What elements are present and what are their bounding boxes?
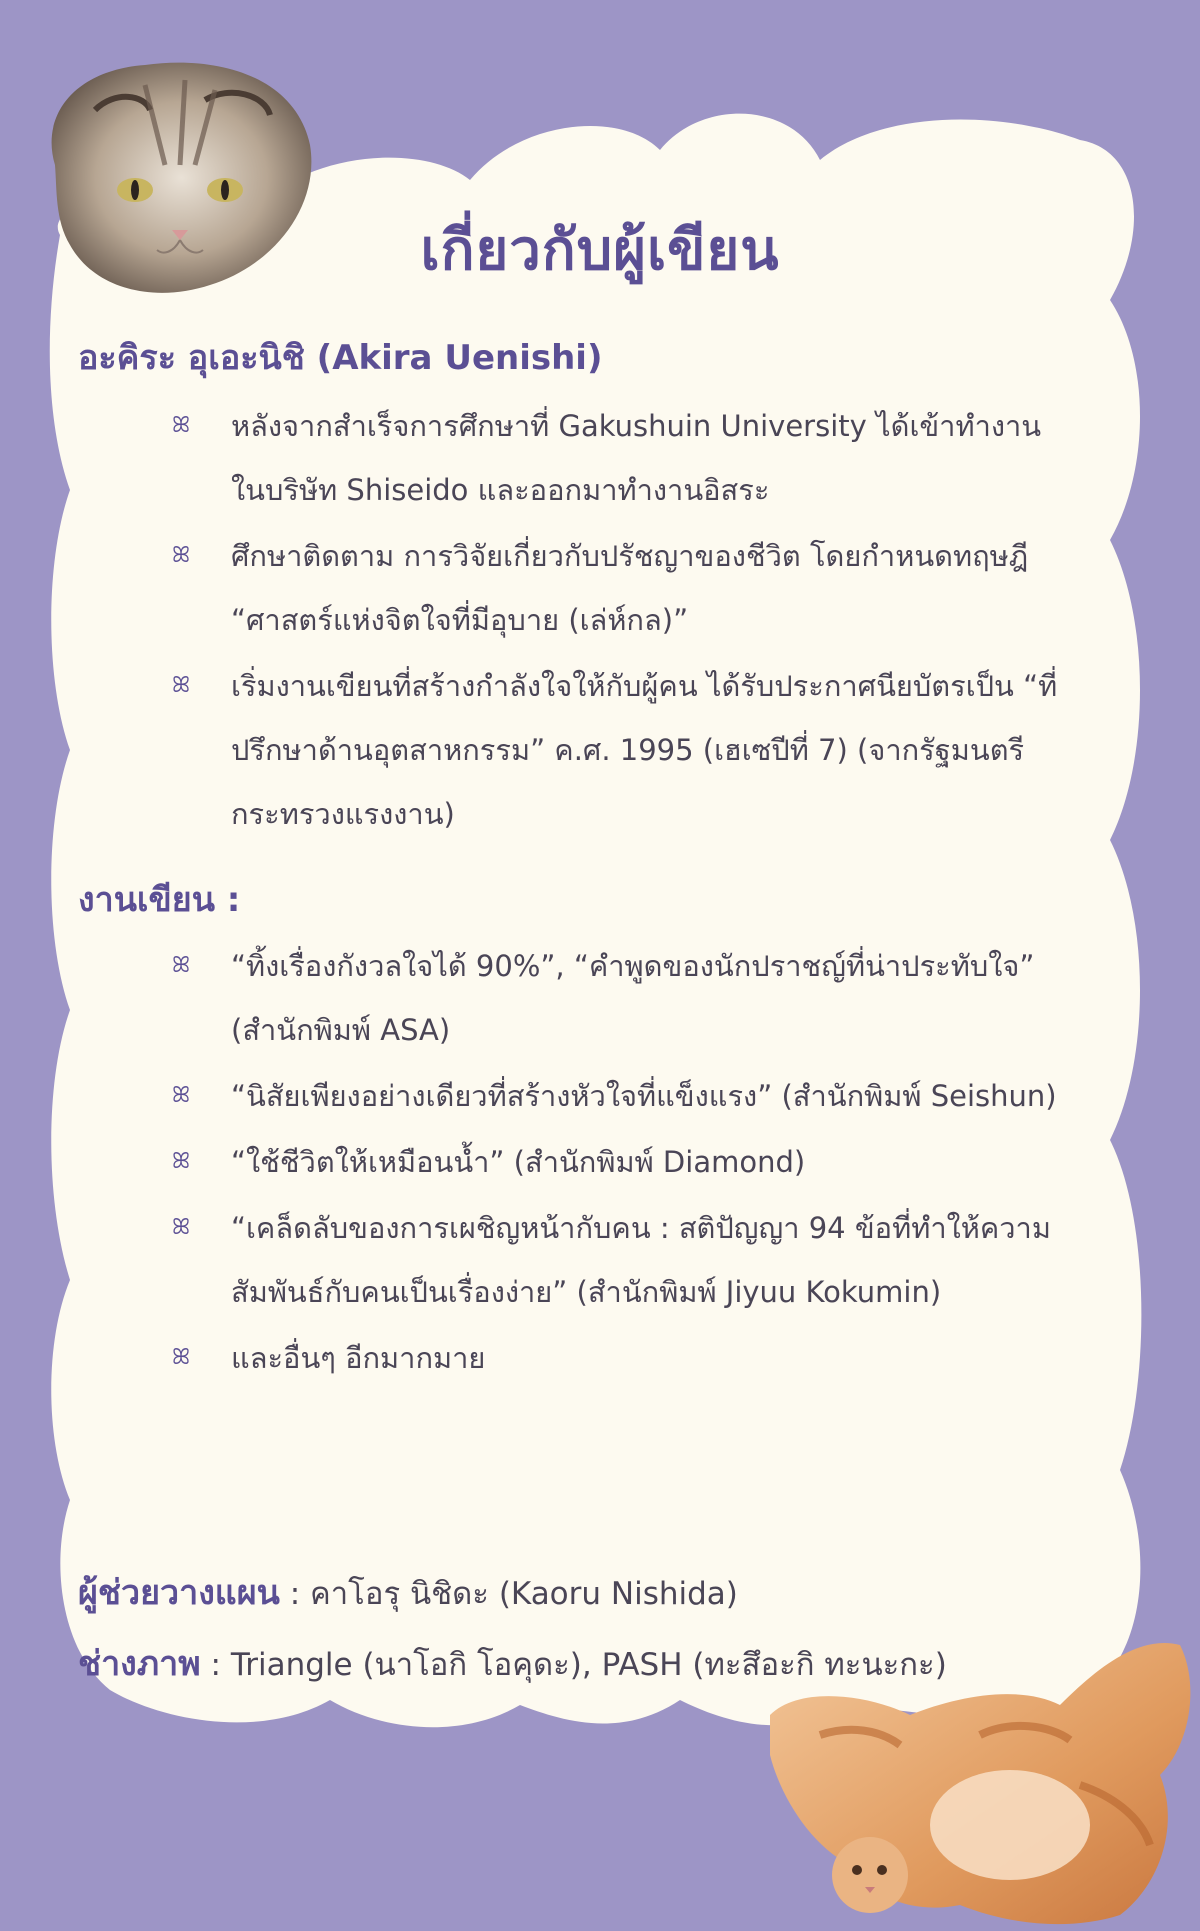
work-item <box>78 1130 1068 1194</box>
flower-bullet-icon: ꕤ <box>171 673 191 698</box>
author-name: อะคิระ อุเอะนิชิ (Akira Uenishi) <box>78 338 603 378</box>
bio-item <box>78 524 1068 652</box>
flower-bullet-icon: ꕤ <box>171 953 191 978</box>
flower-bullet-icon: ꕤ <box>171 543 191 568</box>
work-text: “เคล็ดลับของการเผชิญหน้ากับคน : สติปัญญา 94 ข้อที่ทำให้ความสัมพันธ์กับคนเป็นเรื่องง่าย” (สำนักพิมพ์ Jiyuu Kokumin) <box>231 1211 1051 1309</box>
flower-bullet-icon: ꕤ <box>171 1215 191 1240</box>
planner-value: : คาโอรุ นิชิดะ (Kaoru Nishida) <box>279 1576 738 1612</box>
work-text: “ทิ้งเรื่องกังวลใจได้ 90%”, “คำพูดของนักปราชญ์ที่น่าประทับใจ” (สำนักพิมพ์ ASA) <box>231 949 1035 1047</box>
work-item <box>78 1196 1068 1324</box>
work-text: “ใช้ชีวิตให้เหมือนน้ำ” (สำนักพิมพ์ Diamond) <box>231 1145 806 1179</box>
planner-credit <box>78 1558 1078 1629</box>
flower-bullet-icon: ꕤ <box>171 413 191 438</box>
works-heading: งานเขียน : <box>78 880 241 920</box>
work-item <box>78 1326 1068 1390</box>
bio-text: เริ่มงานเขียนที่สร้างกำลังใจให้กับผู้คน ได้รับประกาศนียบัตรเป็น “ที่ปรึกษาด้านอุตสาหกรรม” ค.ศ. 1995 (เฮเซปีที่ 7) (จากรัฐมนตรีกระทรวงแรงงาน) <box>231 669 1058 831</box>
planner-label: ผู้ช่วยวางแผน <box>78 1573 280 1613</box>
bio-item <box>78 654 1068 846</box>
bio-list <box>78 394 1068 846</box>
flower-bullet-icon: ꕤ <box>171 1345 191 1370</box>
works-list <box>78 934 1068 1390</box>
author-bio-section <box>78 330 1068 1392</box>
work-text: และอื่นๆ อีกมากมาย <box>231 1341 486 1375</box>
photographer-value: : Triangle (นาโอกิ โอคุดะ), PASH (ทะสึอะกิ ทะนะกะ) <box>200 1647 947 1683</box>
flower-bullet-icon: ꕤ <box>171 1083 191 1108</box>
work-item <box>78 1064 1068 1128</box>
bio-text: ศึกษาติดตาม การวิจัยเกี่ยวกับปรัชญาของชีวิต โดยกำหนดทฤษฎี “ศาสตร์แห่งจิตใจที่มีอุบาย (เล่ห์กล)” <box>231 539 1029 637</box>
flower-bullet-icon: ꕤ <box>171 1149 191 1174</box>
work-text: “นิสัยเพียงอย่างเดียวที่สร้างหัวใจที่แข็งแรง” (สำนักพิมพ์ Seishun) <box>231 1079 1057 1113</box>
bio-item <box>78 394 1068 522</box>
page-title: เกี่ยวกับผู้เขียน <box>420 218 780 283</box>
orange-kitten-image <box>760 1625 1200 1931</box>
photographer-label: ช่างภาพ <box>78 1644 201 1684</box>
bio-text: หลังจากสำเร็จการศึกษาที่ Gakushuin University ได้เข้าทำงานในบริษัท Shiseido และออกมาทำงานอิสระ <box>231 409 1042 507</box>
work-item <box>78 934 1068 1062</box>
